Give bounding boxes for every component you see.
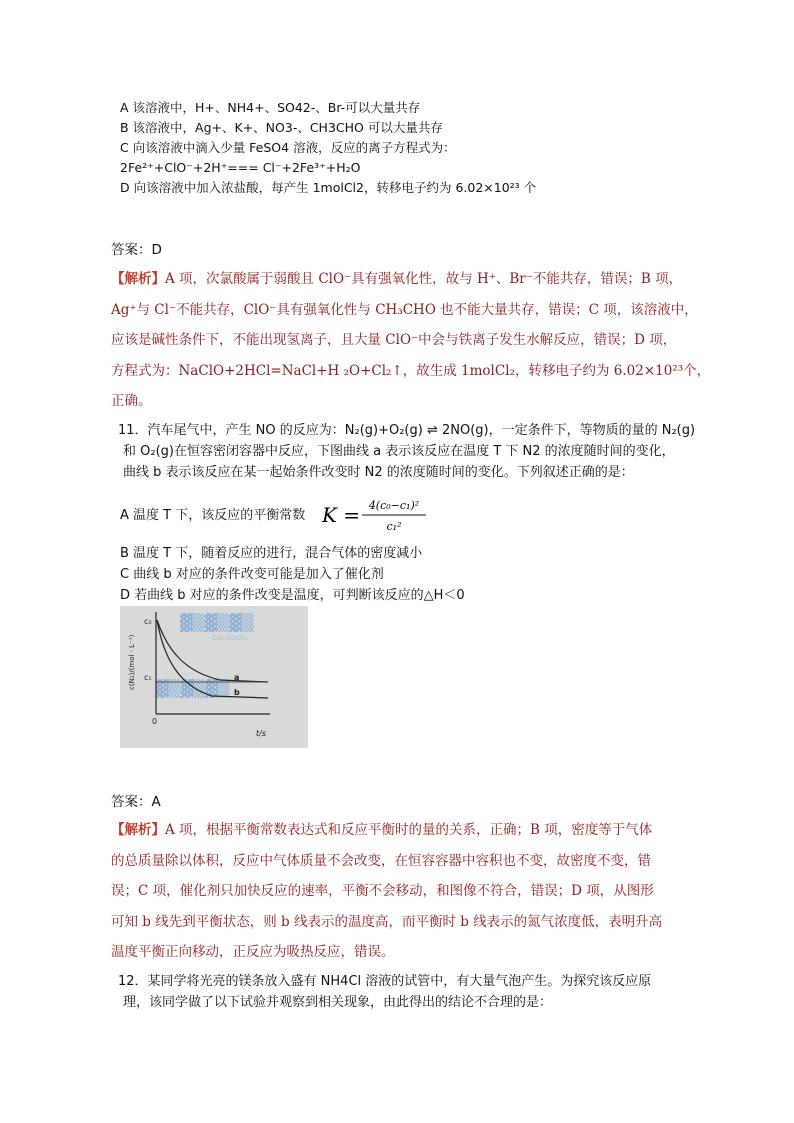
q10-option-c: C 向该溶液中滴入少量 FeSO4 溶液，反应的离子方程式为： bbox=[120, 140, 456, 155]
x-axis-label: t/s bbox=[256, 729, 266, 738]
analysis-line: 误；C 项，催化剂只加快反应的速率，平衡不会移动，和图像不符合，错误；D 项，从图形 bbox=[111, 883, 654, 899]
analysis-tag: 【解析】 bbox=[111, 271, 165, 287]
q12-line: 12．某同学将光亮的镁条放入盛有 NH4Cl 溶液的试管中，有大量气泡产生。为探究该反应原 bbox=[118, 974, 652, 989]
analysis-line: 【解析】A 项，根据平衡常数表达式和反应平衡时的量的关系，正确；B 项，密度等于气体 bbox=[111, 822, 653, 838]
watermark-text: CAI.NUOU bbox=[212, 634, 247, 642]
analysis-line: Ag⁺与 Cl⁻不能共存，ClO⁻具有强氧化性与 CH₃CHO 也不能大量共存，错误；C 项，该溶液中， bbox=[111, 301, 698, 318]
analysis-line: 应该是碱性条件下，不能出现氢离子，且大量 ClO⁻中会与铁离子发生水解反应，错误；D 项， bbox=[111, 332, 677, 348]
svg-text:▓▒▓▒▓▒: ▓▒▓▒▓▒ bbox=[156, 679, 230, 698]
q11-line: 11．汽车尾气中，产生 NO 的反应为：N₂(g)+O₂(g) ⇌ 2NO(g)，一定条件下，等物质的量的 N₂(g) bbox=[118, 423, 696, 438]
analysis-q11 bbox=[111, 815, 681, 968]
c1-label: c₁ bbox=[144, 673, 152, 682]
curve-a-label: a bbox=[234, 673, 240, 682]
analysis-line: 的总质量除以体积，反应中气体质量不会改变，在恒容容器中容积也不变，故密度不变，错 bbox=[111, 852, 651, 869]
concentration-time-figure bbox=[120, 606, 308, 748]
q11-line: 曲线 b 表示该反应在某一起始条件改变时 N2 的浓度随时间的变化。下列叙述正确的是： bbox=[123, 465, 634, 480]
c0-label: c₀ bbox=[144, 617, 152, 626]
analysis-line: 方程式为：NaClO+2HCl=NaCl+H ₂O+Cl₂↑，故生成 1molCl₂，转移电子约为 6.02×10²³个， bbox=[111, 362, 711, 379]
svg-text:▓▒▓▒▓▒: ▓▒▓▒▓▒ bbox=[180, 613, 254, 632]
origin-label: 0 bbox=[152, 717, 158, 726]
analysis-line: 【解析】A 项，次氯酸属于弱酸且 ClO⁻具有强氧化性，故与 H⁺、Br⁻不能共存，错误；B 项， bbox=[111, 271, 683, 287]
q11-option-d: D 若曲线 b 对应的条件改变是温度，可判断该反应的△H＜0 bbox=[120, 588, 465, 603]
q12-line: 理，该同学做了以下试验并观察到相关现象，由此得出的结论不合理的是： bbox=[123, 995, 553, 1010]
q11-line: 和 O₂(g)在恒容密闭容器中反应，下图曲线 a 表示该反应在温度 T 下 N2 的浓度随时间的变化， bbox=[123, 444, 675, 459]
q10-option-d: D 向该溶液中加入浓盐酸，每产生 1molCl2，转移电子约为 6.02×10²³ 个 bbox=[120, 180, 537, 195]
q11-options-bcd bbox=[120, 543, 465, 606]
answer-q11: 答案：A bbox=[111, 794, 161, 810]
q10-option-b: B 该溶液中，Ag+、K+、NO3-、CH3CHO 可以大量共存 bbox=[120, 120, 443, 135]
analysis-line: 可知 b 线先到平衡状态，则 b 线表示的温度高，而平衡时 b 线表示的氮气浓度低，表明升高 bbox=[111, 913, 663, 930]
analysis-q10 bbox=[111, 264, 711, 417]
q11-stem bbox=[118, 420, 695, 483]
q11-option-a: A 温度 T 下，该反应的平衡常数 bbox=[120, 508, 306, 523]
analysis-line: 正确。 bbox=[111, 393, 152, 409]
q12-stem bbox=[118, 971, 651, 1013]
analysis-tag: 【解析】 bbox=[111, 822, 165, 838]
analysis-line: 温度平衡正向移动，正反应为吸热反应，错误。 bbox=[111, 944, 395, 960]
q10-options bbox=[120, 98, 700, 198]
curve-b-label: b bbox=[234, 688, 240, 697]
q10-option-a: A 该溶液中，H+、NH4+、SO42-、Br-可以大量共存 bbox=[120, 100, 421, 115]
q11-option-c: C 曲线 b 对应的条件改变可能是加入了催化剂 bbox=[120, 567, 384, 582]
equilibrium-constant-formula bbox=[322, 494, 432, 536]
formula-numerator: 4(c₀−c₁)² bbox=[368, 499, 420, 512]
q10-option-c-equation: 2Fe²⁺+ClO⁻+2H⁺=== Cl⁻+2Fe³⁺+H₂O bbox=[120, 160, 361, 175]
formula-denominator: c₁² bbox=[386, 520, 402, 533]
formula-k: K = bbox=[322, 503, 361, 527]
answer-q10: 答案：D bbox=[111, 242, 162, 258]
y-axis-label: c(N₂)/(mol · L⁻¹) bbox=[128, 634, 136, 690]
q11-option-b: B 温度 T 下，随着反应的进行，混合气体的密度减小 bbox=[120, 546, 423, 561]
